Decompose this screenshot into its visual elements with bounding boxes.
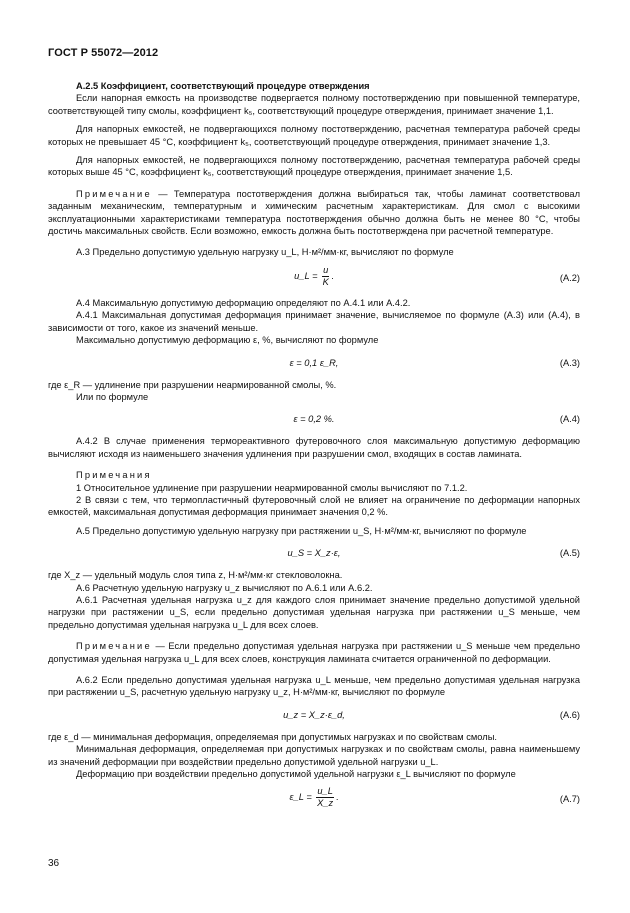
section-a4-text: А.4 Максимальную допустимую деформацию определяют по А.4.1 или А.4.2. bbox=[76, 297, 411, 308]
note-item-1: 1 Относительное удлинение при разрушении неармированной смолы вычисляют по 7.1.2. bbox=[76, 482, 468, 493]
or-formula: Или по формуле bbox=[76, 391, 149, 402]
formula-a3 bbox=[48, 351, 580, 375]
note-item-2: 2 В связи с тем, что термопластичный футеровочный слой не влияет на ограничение по деформации напорных емкостей, максимальная допустимая деформация принимает значения 0,2 %. bbox=[48, 494, 580, 518]
paragraph-a25-1: Если напорная емкость на производстве подвергается полному постотверждению при повышенной температуре, соответствующей типу смолы, коэффициент k₅, соответствующий процедуре отверждения, принимает значение 1,1. bbox=[48, 93, 580, 116]
formula-a3-body: ε = 0,1 ε_R, bbox=[289, 357, 339, 368]
section-a3-text: А.3 Предельно допустимую удельную нагрузку u_L, Н·м²/мм·кг, вычисляют по формуле bbox=[76, 247, 454, 258]
formula-a2-number: (А.2) bbox=[559, 272, 580, 283]
section-a42-text: А.4.2 В случае применения термореактивного футеровочного слоя максимальную допустимую деформацию вычисляют исходя из наименьшего значения удлинения при разрушении смол, входящих в состав ламината. bbox=[48, 436, 580, 459]
note-label: Примечание bbox=[76, 188, 152, 199]
formula-a4-body: ε = 0,2 %. bbox=[293, 414, 335, 425]
formula-a4 bbox=[48, 407, 580, 431]
note2-label: Примечание bbox=[76, 641, 152, 652]
section-a5-text: А.5 Предельно допустимую удельную нагрузку при растяжении u_S, Н·м²/мм·кг, вычисляют по формуле bbox=[76, 525, 527, 536]
formula-a5-body: u_S = X_z·ε, bbox=[287, 548, 341, 559]
formula-a7-denominator: X_z bbox=[317, 798, 334, 809]
where-ed: где ε_d — минимальная деформация, определяемая при допустимых нагрузках и по свойствам смолы. bbox=[48, 731, 497, 742]
section-a41-text: А.4.1 Максимальная допустимая деформация принимает значение, вычисляемое по формуле (А.3) или (А.4), в зависимости от того, какое из значений меньше. bbox=[48, 310, 580, 333]
section-a6-text: А.6 Расчетную удельную нагрузку u_z вычисляют по А.6.1 или А.6.2. bbox=[76, 582, 373, 593]
formula-a2-denominator: K bbox=[322, 276, 329, 287]
formula-a6 bbox=[48, 703, 580, 727]
formula-a7-numerator: u_L bbox=[317, 786, 333, 797]
page-number: 36 bbox=[48, 858, 60, 869]
formula-a6-body: u_z = X_z·ε_d, bbox=[283, 709, 345, 720]
formula-a2-lhs: u_L = bbox=[294, 270, 318, 281]
deformation-text: Деформацию при воздействии предельно допустимой удельной нагрузки ε_L вычисляют по формуле bbox=[76, 769, 516, 780]
section-a25-title: А.2.5 Коэффициент, соответствующий процедуре отверждения bbox=[76, 81, 370, 91]
formula-a5-number: (А.5) bbox=[559, 548, 580, 559]
note-deformation bbox=[48, 640, 580, 665]
formula-a7-lhs: ε_L = bbox=[289, 792, 312, 803]
formula-a7-number: (А.7) bbox=[559, 794, 580, 805]
formula-a7-tail: . bbox=[335, 792, 339, 803]
section-a41-text2: Максимально допустимую деформацию ε, %, вычисляют по формуле bbox=[76, 335, 379, 346]
where-er: где ε_R — удлинение при разрушении неармированной смолы, %. bbox=[48, 379, 337, 390]
note-postcure bbox=[48, 188, 580, 238]
formula-a3-number: (А.3) bbox=[559, 357, 580, 368]
where-xz: где X_z — удельный модуль слоя типа z, Н·м²/мм·кг стекловолокна. bbox=[48, 570, 343, 581]
formula-a7 bbox=[48, 784, 580, 814]
formula-a4-number: (А.4) bbox=[559, 414, 580, 425]
formula-a2-fraction bbox=[322, 265, 329, 288]
paragraph-a25-3: Для напорных емкостей, не подвергающихся полному постотверждению, расчетная температура рабочей среды которых выше 45 °C, коэффициент k₅, соответствующий процедуре отверждения, принимает значение 1,5. bbox=[48, 155, 580, 178]
document-header: ГОСТ Р 55072—2012 bbox=[48, 47, 159, 59]
paragraph-a25-2: Для напорных емкостей, не подвергающихся полному постотверждению, расчетная температура рабочей среды которых не превышает 45 °C, коэффициент k₅, соответствующий процедуре отверждения, принимает значение 1,3. bbox=[48, 124, 580, 147]
note-text: — Температура постотверждения должна выбираться так, чтобы ламинат соответствовал заданным механическим, температурным и химическим расчетным характеристикам. Для смол с высокими эксплуатационными характеристиками температура постотверждения обычно должна быть не менее 80 °C, чтобы достичь максимальных свойств. Если возможно, емкость должна быть постотверждена при расчетной температуре. bbox=[48, 188, 580, 237]
formula-a6-number: (А.6) bbox=[559, 709, 580, 720]
formula-a2-numerator: u bbox=[323, 264, 329, 275]
document-body bbox=[48, 80, 580, 818]
min-deformation-text: Минимальная деформация, определяемая при допустимых нагрузках и по свойствам смолы, равна наименьшему из значений деформации при воздействии предельно допустимой удельной нагрузки u_L. bbox=[48, 744, 580, 767]
formula-a5 bbox=[48, 541, 580, 565]
formula-a7-fraction bbox=[316, 786, 334, 809]
notes-label: Примечания bbox=[76, 470, 152, 481]
formula-a2-tail: . bbox=[331, 270, 334, 281]
formula-a2 bbox=[48, 263, 580, 293]
section-a61-text: А.6.1 Расчетная удельная нагрузка u_z для каждого слоя принимает значение предельно допустимой удельной нагрузки при растяжении u_S, если предельно допустимая удельная нагрузка при растяжении u_S меньше, чем предельно допустимая удельная нагрузка u_L для всех слоев. bbox=[48, 594, 580, 630]
note2-text: — Если предельно допустимая удельная нагрузка при растяжении u_S меньше чем предельно допустимая удельная нагрузка u_L для всех слоев, конструкция ламината считается ограниченной по деформации. bbox=[48, 641, 580, 664]
section-a62-text: А.6.2 Если предельно допустимая удельная нагрузка u_L меньше, чем предельно допустимая удельная нагрузка при растяжении u_S, расчетную удельную нагрузку u_z, Н·м²/мм·кг, вычисляют по формуле bbox=[48, 675, 580, 698]
